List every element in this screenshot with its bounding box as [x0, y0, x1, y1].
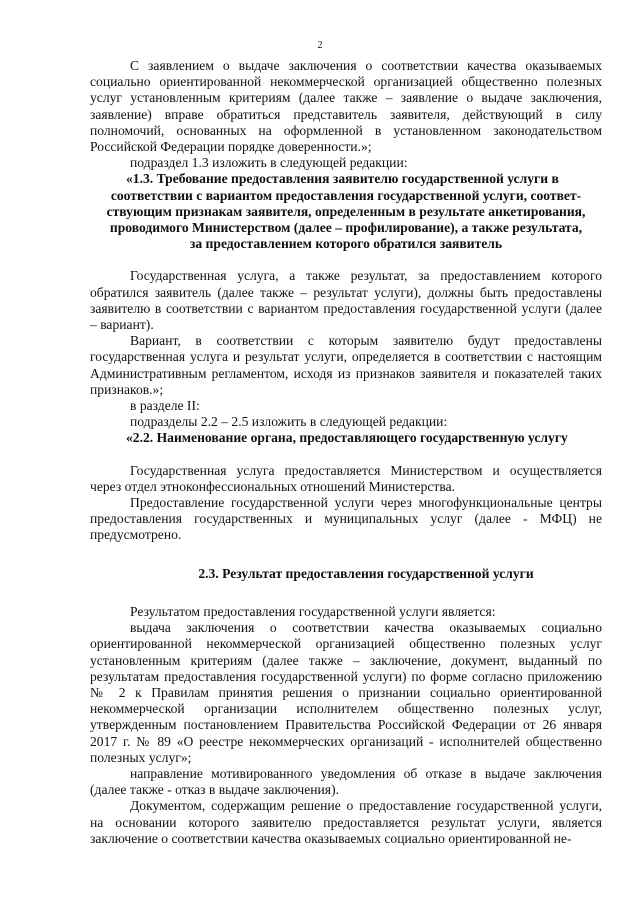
document-body — [90, 58, 602, 847]
heading-line: «1.3. Требование предоставления заявителю государственной услуги в — [126, 171, 559, 187]
paragraph: Предоставление государственной услуги через многофункциональные центры предоставления государственных и муниципальных услуг (далее - МФЦ) не предусмотрено. — [90, 495, 602, 543]
paragraph: Государственная услуга предоставляется Министерством и осуществляется через отдел этноконфессиональных отношений Министерства. — [90, 462, 602, 494]
paragraph: Вариант, в соответствии с которым заявителю будут предоставлены государственная услуга и результат услуги, определяется в соответствии с настоящим Административным регламентом, исходя из признаков заявителя и показателей таких признаков.»; — [90, 333, 602, 397]
heading-line: проводимого Министерством (далее – профилирование), а также результата, — [109, 220, 583, 236]
section-heading-2-2: «2.2. Наименование органа, предоставляющего государственную услугу — [126, 430, 568, 446]
paragraph: подраздел 1.3 изложить в следующей редакции: — [130, 155, 408, 171]
paragraph: подразделы 2.2 – 2.5 изложить в следующей редакции: — [130, 414, 448, 430]
paragraph: направление мотивированного уведомления об отказе в выдаче заключения (далее также - отказ в выдаче заключения). — [90, 765, 602, 798]
paragraph: выдача заключения о соответствии качества оказываемых социально ориентированной некоммерческой организацией общественно полезных услуг установленным критериям (далее также – заключение, документ, выданный по результатам предоставления государственной услуги) по форме согласно приложению № 2 к Правилам принятия решения о признании социально ориентированной некоммерческой организации исполнителем общественно полезных услуг, утвержденным постановлением Правительства Российской Федерации от 26 января 2017 г. № 89 «О реестре некоммерческих организаций - исполнителей общественно полезных услуг»; — [90, 620, 602, 765]
paragraph: Документом, содержащим решение о предоставление государственной услуги, на основании которого заявителю предоставляется результат услуги, является заключение о соответствии качества оказываемых социально ориентированной не- — [90, 798, 602, 846]
section-heading-1-3 — [90, 171, 602, 252]
paragraph: Государственная услуга, а также результат, за предоставлением которого обратился заявитель (далее также – результат услуги), должны быть предоставлены заявителю в соответствии с вариантом предоставления государственной услуги (далее – вариант). — [90, 268, 602, 333]
heading-line: за предоставлением которого обратился заявитель — [189, 236, 503, 252]
paragraph: в разделе II: — [130, 398, 200, 414]
page-number: 2 — [317, 40, 323, 51]
heading-line: ствующим признакам заявителя, определенным в результате анкетирования, — [106, 203, 586, 219]
paragraph: С заявлением о выдаче заключения о соответствии качества оказываемых социально ориентированной некоммерческой организацией общественно полезных услуг установленным критериям (далее также – заявление о выдаче заключения, заявление) вправе обратиться представитель заявителя, действующий в силу полномочий, основанных на оформленной в установленном законодательством Российской Федерации порядке доверенности.»; — [90, 58, 602, 155]
section-heading-2-3: 2.3. Результат предоставления государственной услуги — [198, 565, 534, 581]
paragraph: Результатом предоставления государственной услуги является: — [130, 603, 496, 619]
heading-line: соответствии с вариантом предоставления государственной услуги, соответ- — [110, 187, 582, 203]
